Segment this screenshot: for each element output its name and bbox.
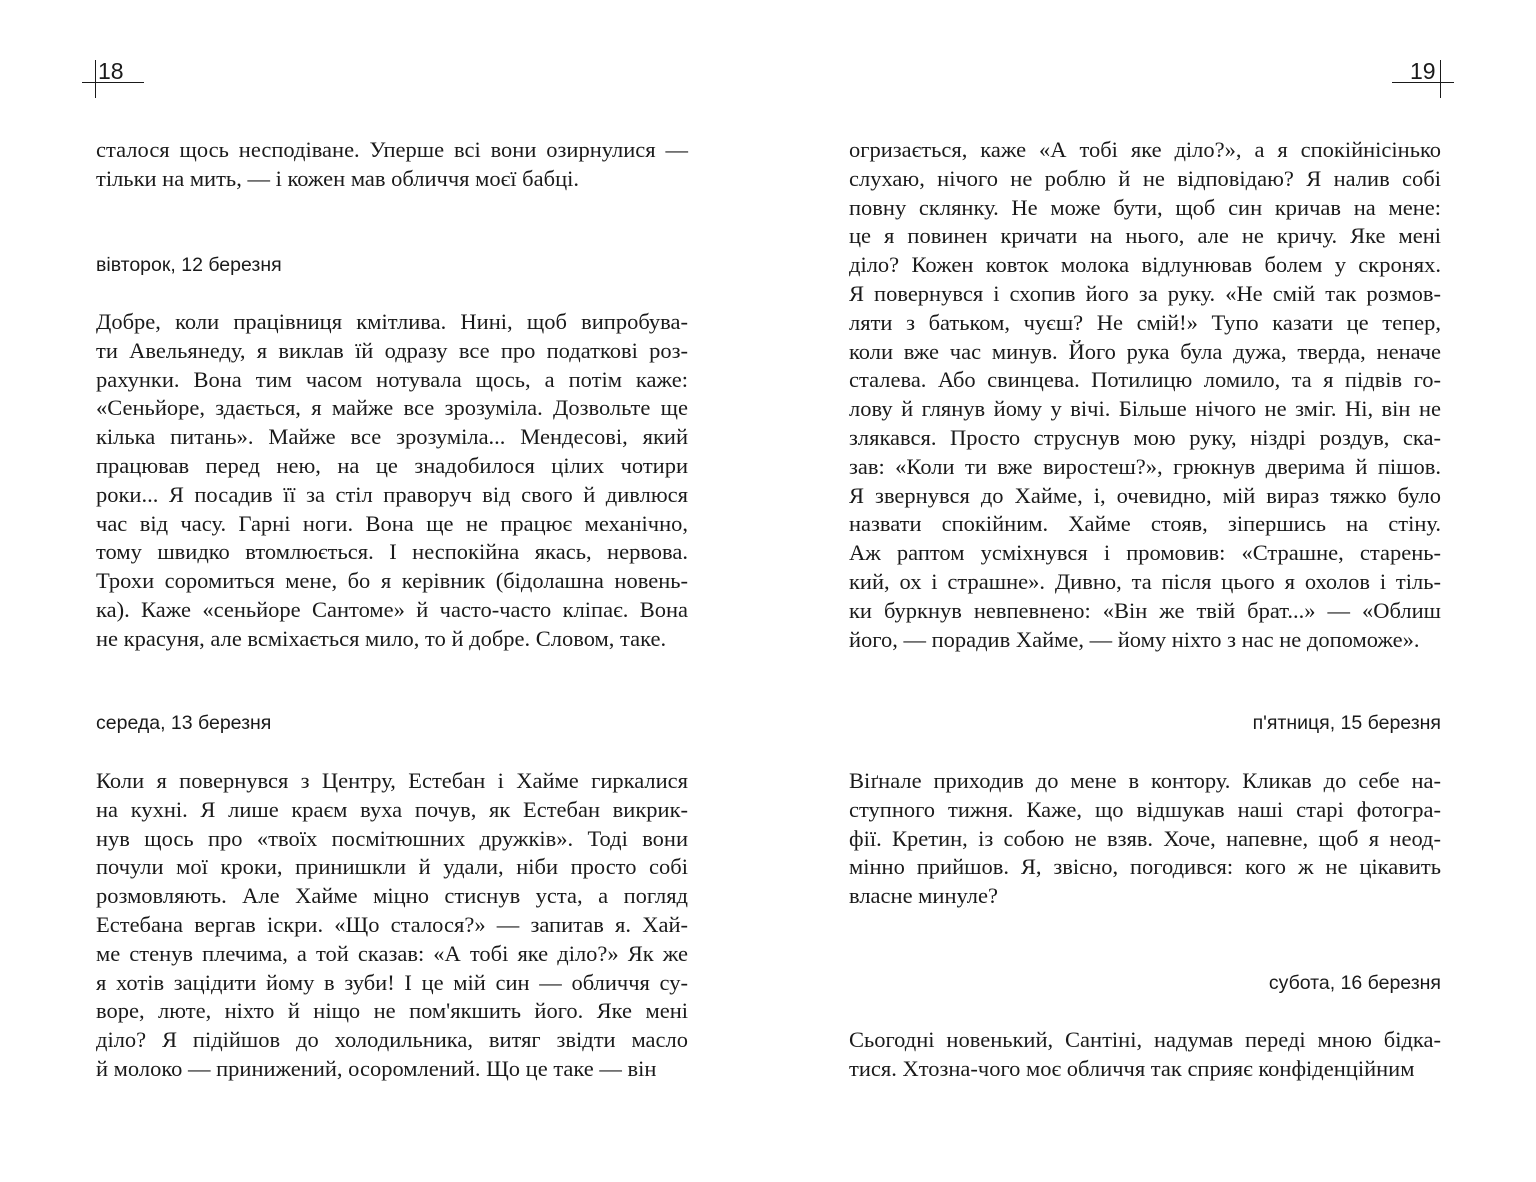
text-line: почули мої кроки, принишкли й удали, ніби просто собі bbox=[96, 854, 688, 880]
text-line: тільки на мить, — і кожен мав обличчя моєї бабці. bbox=[96, 165, 579, 191]
text-line: Трохи соромиться мене, бо я керівник (бідолашна новень- bbox=[96, 568, 688, 594]
page-number: 18 bbox=[98, 58, 124, 84]
text-line: воре, люте, ніхто й ніщо не пом'якшить його. Яке мені bbox=[96, 998, 688, 1024]
right-page bbox=[768, 0, 1536, 1182]
text-line: лову й глянув йому у вічі. Більше нічого не зміг. Ні, він не bbox=[849, 396, 1441, 422]
text-line: ки буркнув невпевнено: «Він же твій брат...» — «Облиш bbox=[849, 597, 1441, 623]
text-line: тися. Хтозна-чого моє обличчя так сприяє конфіденційним bbox=[849, 1055, 1415, 1081]
text-line: злякався. Просто струснув мою руку, ніздрі роздув, ска- bbox=[849, 424, 1441, 450]
text-line: ступного тижня. Каже, що відшукав наші старі фотогра- bbox=[849, 796, 1441, 822]
text-line: мінно прийшов. Я, звісно, погодився: кого ж не цікавить bbox=[849, 854, 1441, 880]
text-line: я хотів зацідити йому в зуби! І це мій син — обличчя су- bbox=[96, 969, 688, 995]
diary-date-heading: вівторок, 12 березня bbox=[96, 254, 282, 276]
diary-entry-paragraph bbox=[96, 308, 688, 654]
text-line: діло? Я підійшов до холодильника, витяг звідти масло bbox=[96, 1027, 688, 1053]
diary-entry-paragraph bbox=[849, 1026, 1441, 1084]
text-line: нув щось про «твоїх посмітюшних дружків». Тоді вони bbox=[96, 825, 688, 851]
diary-date-heading: субота, 16 березня bbox=[1268, 972, 1441, 994]
diary-entry-paragraph bbox=[849, 767, 1441, 911]
text-line: на кухні. Я лише краєм вуха почув, як Естебан викрик- bbox=[96, 796, 688, 822]
text-line: Я звернувся до Хайме, і, очевидно, мій вираз тяжко було bbox=[849, 482, 1441, 508]
text-line: Сьогодні новенький, Сантіні, надумав переді мною бідка- bbox=[849, 1027, 1441, 1052]
text-line: огризається, каже «А тобі яке діло?», а я спокійнісінько bbox=[849, 137, 1441, 162]
crop-mark-vertical bbox=[1440, 60, 1441, 98]
text-line: фії. Кретин, із собою не взяв. Хоче, напевне, щоб я неод- bbox=[849, 825, 1441, 851]
text-line: кілька питань». Майже все зрозуміла... Мендесові, який bbox=[96, 424, 688, 450]
text-line: ме стенув плечима, а той сказав: «А тобі яке діло?» Як же bbox=[96, 940, 688, 966]
crop-mark-vertical bbox=[95, 60, 96, 98]
text-line: сталева. Або свинцева. Потилицю ломило, та я підвів го- bbox=[849, 367, 1441, 393]
text-line: «Сеньйоре, здається, я майже все зрозуміла. Дозвольте ще bbox=[96, 395, 688, 421]
page-number: 19 bbox=[1410, 58, 1436, 84]
text-line: коли вже час минув. Його рука була дужа, тверда, неначе bbox=[849, 338, 1441, 364]
paragraph-continued bbox=[849, 136, 1441, 654]
text-line: Естебана вергав іскри. «Що сталося?» — запитав я. Хай- bbox=[96, 911, 688, 937]
text-line: розмовляють. Але Хайме міцно стиснув уста, а погляд bbox=[96, 883, 688, 909]
text-line: й молоко — принижений, осоромлений. Що це таке — він bbox=[96, 1055, 657, 1081]
text-line: його, — порадив Хайме, — йому ніхто з нас не допоможе». bbox=[849, 626, 1420, 652]
text-line: Я повернувся і схопив його за руку. «Не смій так розмов- bbox=[849, 280, 1441, 306]
text-line: не красуня, але всміхається мило, то й добре. Словом, таке. bbox=[96, 625, 667, 651]
text-line: тому швидко втомлюється. І неспокійна якась, нервова. bbox=[96, 539, 688, 565]
text-line: Аж раптом усміхнувся і промовив: «Страшне, старень- bbox=[849, 540, 1441, 566]
text-line: ляти з батьком, чуєш? Не смій!» Тупо казати це тепер, bbox=[849, 309, 1441, 335]
diary-date-heading: п'ятниця, 15 березня bbox=[1252, 712, 1441, 734]
text-line: кий, ох і страшне». Дивно, та після цього я охолов і тіль- bbox=[849, 568, 1441, 594]
text-line: це я повинен кричати на нього, але не кричу. Яке мені bbox=[849, 223, 1441, 249]
text-line: рахунки. Вона тим часом нотувала щось, а потім каже: bbox=[96, 366, 688, 392]
text-line: ка). Каже «сеньйоре Сантоме» й часто-часто кліпає. Вона bbox=[96, 596, 688, 622]
text-line: назвати спокійним. Хайме стояв, зіпершись на стіну. bbox=[849, 511, 1441, 537]
text-line: працював перед нею, на це знадобилося цілих чотири bbox=[96, 452, 688, 478]
text-line: роки... Я посадив її за стіл праворуч від свого й дивлюся bbox=[96, 481, 688, 507]
paragraph-continued bbox=[96, 136, 688, 194]
diary-date-heading: середа, 13 березня bbox=[96, 712, 272, 734]
text-line: сталося щось несподіване. Уперше всі вони озирнулися — bbox=[96, 137, 688, 162]
diary-entry-paragraph bbox=[96, 767, 688, 1084]
text-line: власне минуле? bbox=[849, 883, 998, 909]
text-line: зав: «Коли ти вже виростеш?», грюкнув дверима й пішов. bbox=[849, 453, 1441, 479]
text-line: Віґнале приходив до мене в контору. Кликав до себе на- bbox=[849, 768, 1441, 793]
text-line: повну склянку. Не може бути, щоб син кричав на мене: bbox=[849, 194, 1441, 220]
text-line: діло? Кожен ковток молока відлунював болем у скронях. bbox=[849, 252, 1441, 278]
text-line: слухаю, нічого не роблю й не відповідаю? Я налив собі bbox=[849, 165, 1441, 191]
text-line: час від часу. Гарні ноги. Вона ще не працює механічно, bbox=[96, 510, 688, 536]
text-line: Коли я повернувся з Центру, Естебан і Хайме гиркалися bbox=[96, 768, 688, 793]
text-line: ти Авельянеду, я виклав їй одразу все про податкові роз- bbox=[96, 337, 688, 363]
text-line: Добре, коли працівниця кмітлива. Нині, щоб випробува- bbox=[96, 309, 688, 334]
